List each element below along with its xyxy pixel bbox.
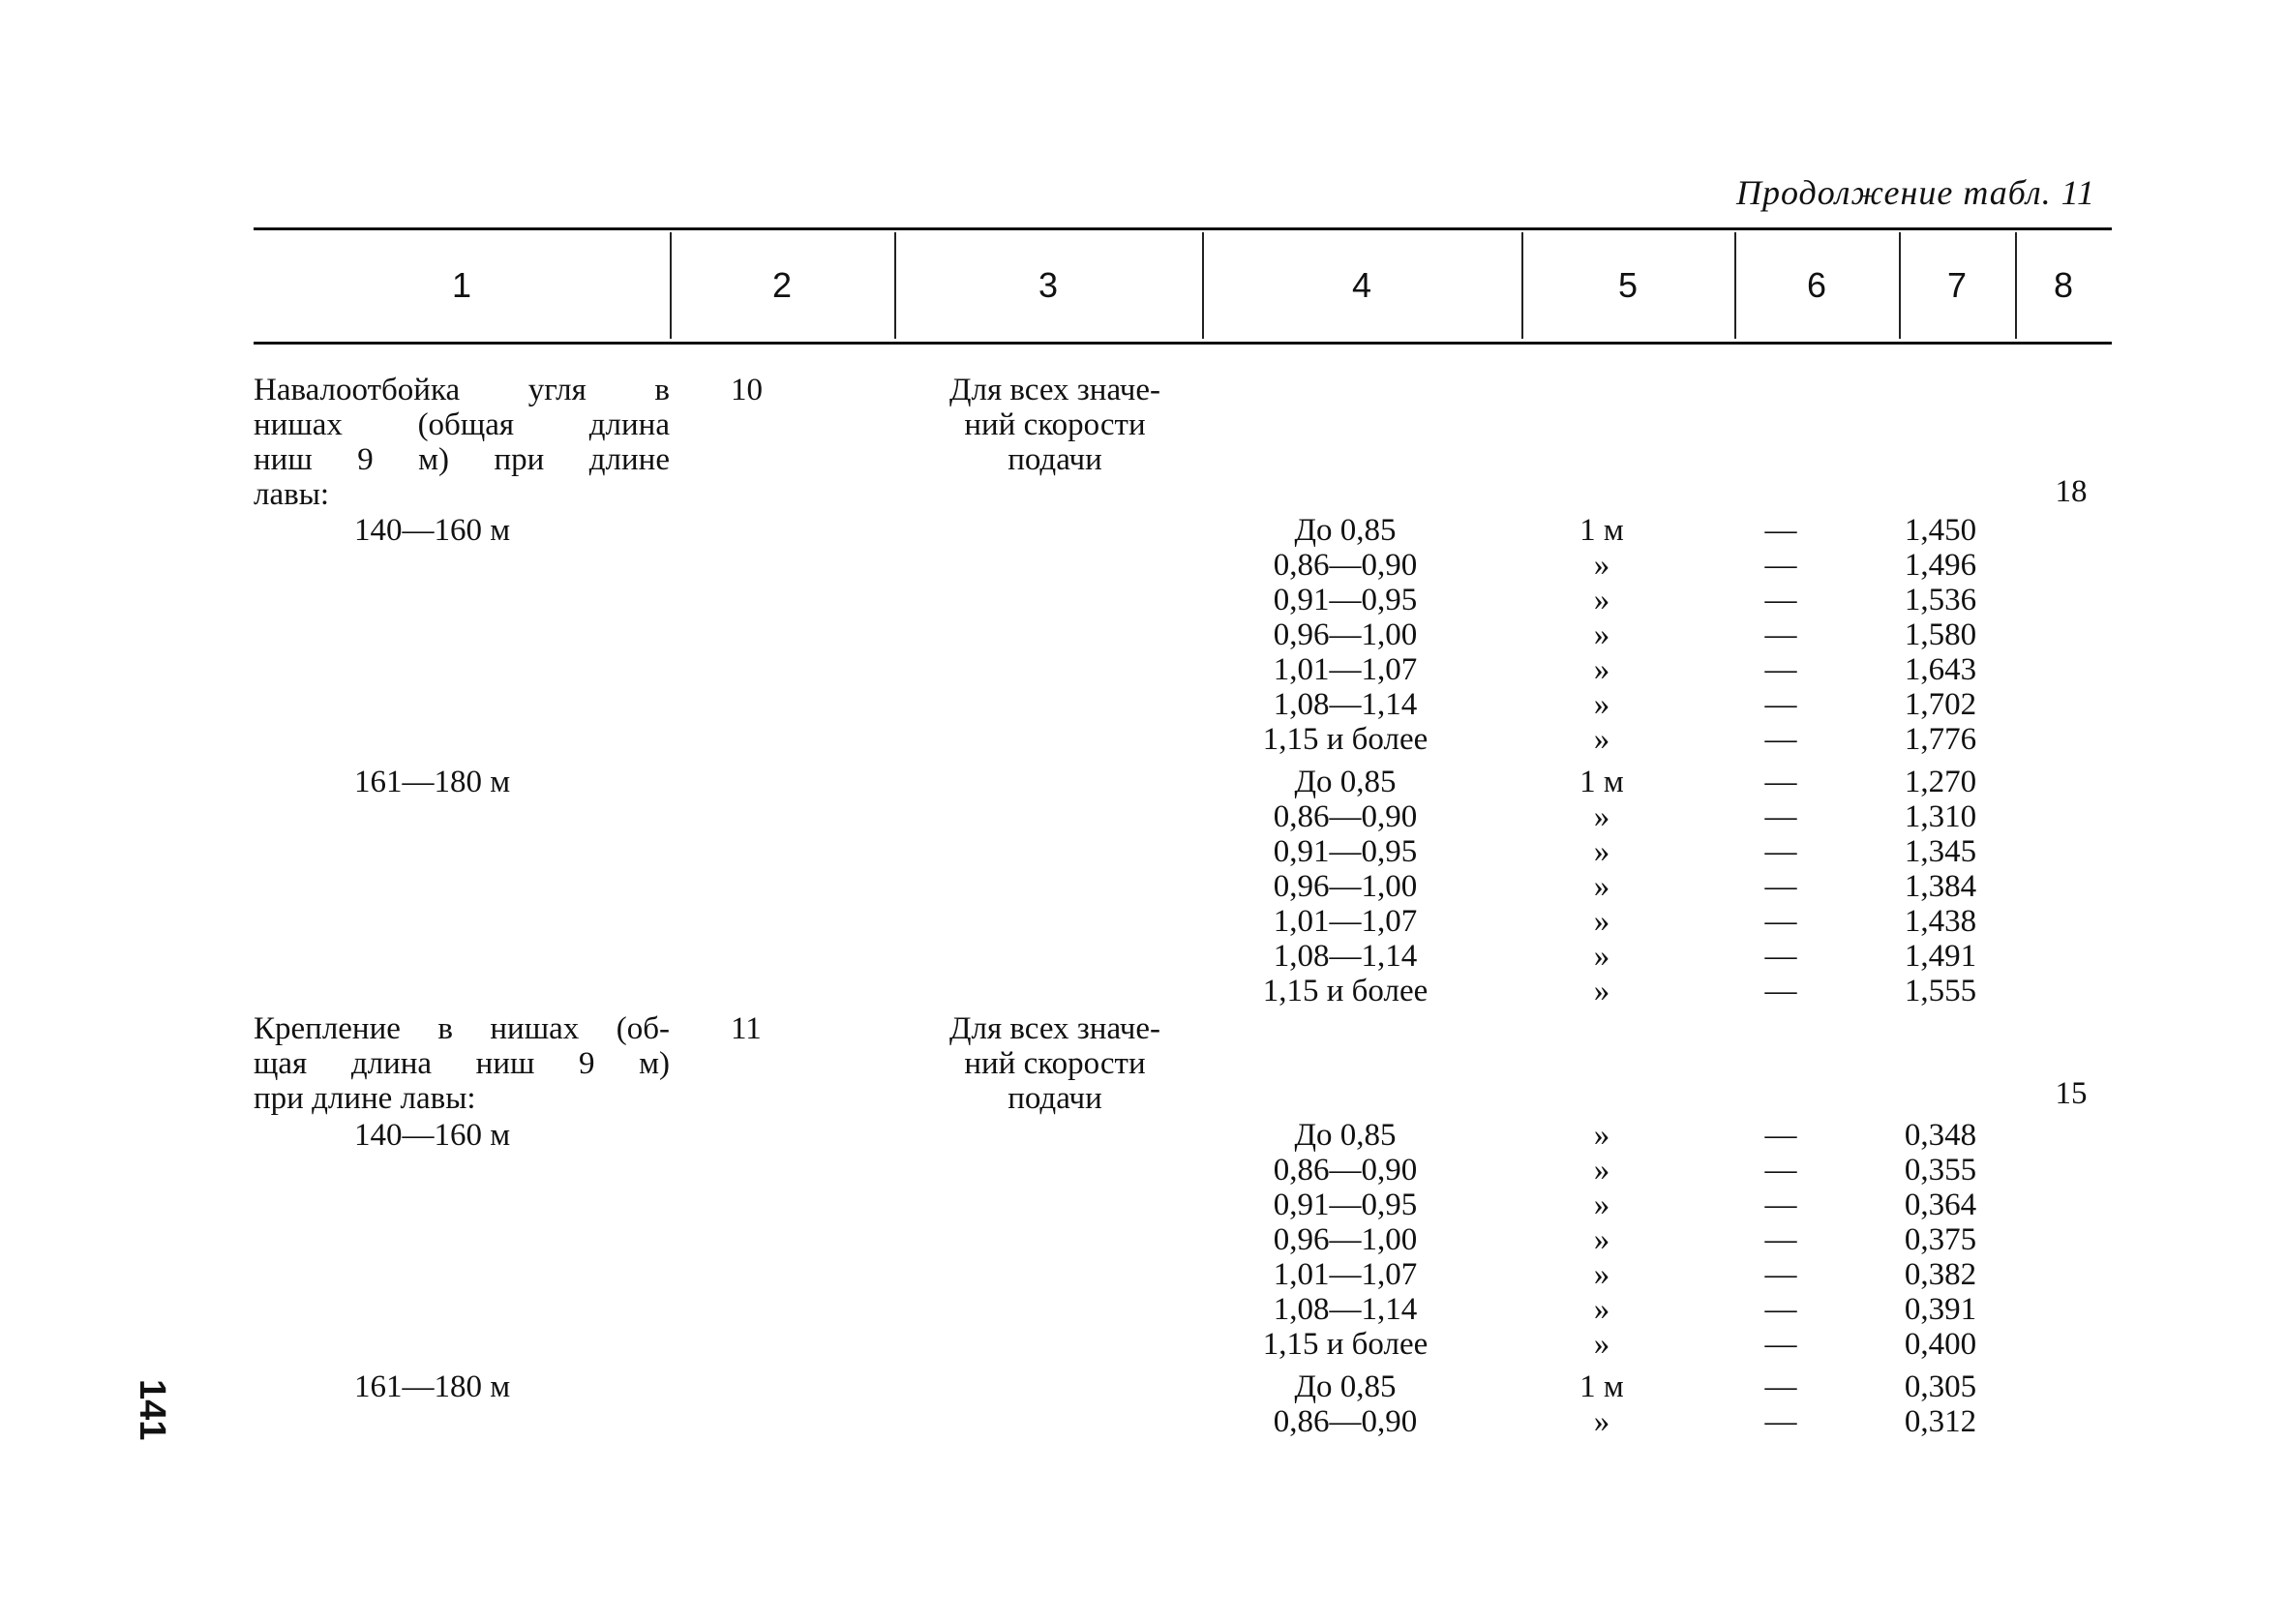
unit-cell: »: [1593, 1292, 1610, 1327]
header-column-divider: [1521, 232, 1523, 339]
norm-value-cell: 1,310: [1904, 799, 1977, 834]
unit-cell: »: [1593, 1188, 1610, 1222]
speed-condition-line: Для всех значе-: [948, 1011, 1161, 1046]
dash-cell: —: [1764, 974, 1797, 1008]
section-number: 11: [731, 1011, 762, 1046]
norm-value-cell: 0,391: [1904, 1292, 1977, 1327]
dash-cell: —: [1764, 799, 1797, 834]
speed-range-cell: 0,86—0,90: [1273, 1404, 1418, 1439]
dash-cell: —: [1764, 583, 1797, 617]
header-cell-8: 8: [2053, 265, 2074, 305]
section-col8-value: 18: [2055, 474, 2088, 509]
norm-value-cell: 1,270: [1904, 765, 1977, 799]
dash-cell: —: [1764, 1257, 1797, 1292]
table-top-rule: [254, 227, 2112, 230]
unit-cell: »: [1593, 722, 1610, 757]
unit-cell: »: [1593, 687, 1610, 722]
speed-range-cell: 1,01—1,07: [1273, 904, 1418, 939]
dash-cell: —: [1764, 904, 1797, 939]
dash-cell: —: [1764, 1188, 1797, 1222]
unit-cell: »: [1593, 1118, 1610, 1153]
unit-cell: »: [1593, 1404, 1610, 1439]
dash-cell: —: [1764, 1153, 1797, 1188]
section-description-line: лавы:: [254, 477, 330, 512]
dash-cell: —: [1764, 869, 1797, 904]
norm-value-cell: 0,355: [1904, 1153, 1977, 1188]
header-cell-3: 3: [1038, 265, 1059, 305]
unit-cell: »: [1593, 617, 1610, 652]
speed-condition-line: подачи: [1008, 442, 1102, 477]
length-range: 161—180 м: [354, 1369, 511, 1404]
speed-range-cell: 0,91—0,95: [1273, 1188, 1418, 1222]
section-description-line: Навалоотбойка угля в: [254, 373, 670, 407]
norm-value-cell: 1,555: [1904, 974, 1977, 1008]
norm-value-cell: 1,536: [1904, 583, 1977, 617]
norm-value-cell: 1,643: [1904, 652, 1977, 687]
speed-range-cell: 1,15 и более: [1262, 1327, 1429, 1362]
header-column-divider: [894, 232, 896, 339]
dash-cell: —: [1764, 1327, 1797, 1362]
speed-range-cell: 0,86—0,90: [1273, 1153, 1418, 1188]
dash-cell: —: [1764, 1404, 1797, 1439]
unit-cell: »: [1593, 1153, 1610, 1188]
table-header-row: [254, 232, 2112, 339]
unit-cell: »: [1593, 834, 1610, 869]
norm-value-cell: 1,776: [1904, 722, 1977, 757]
norm-value-cell: 0,375: [1904, 1222, 1977, 1257]
speed-range-cell: До 0,85: [1294, 765, 1397, 799]
speed-range-cell: До 0,85: [1294, 1118, 1397, 1153]
unit-cell: »: [1593, 799, 1610, 834]
unit-cell: »: [1593, 974, 1610, 1008]
header-cell-6: 6: [1806, 265, 1827, 305]
header-cell-5: 5: [1617, 265, 1639, 305]
unit-cell: »: [1593, 1222, 1610, 1257]
speed-range-cell: 0,96—1,00: [1273, 617, 1418, 652]
table-caption: Продолжение табл. 11: [1735, 173, 2095, 212]
speed-range-cell: 0,86—0,90: [1273, 799, 1418, 834]
section-number: 10: [731, 373, 763, 407]
speed-condition-line: ний скорости: [964, 1046, 1146, 1081]
speed-range-cell: 0,96—1,00: [1273, 869, 1418, 904]
norm-value-cell: 1,384: [1904, 869, 1977, 904]
unit-cell: »: [1593, 939, 1610, 974]
norm-value-cell: 0,364: [1904, 1188, 1977, 1222]
speed-condition-line: подачи: [1008, 1081, 1102, 1116]
unit-cell: »: [1593, 583, 1610, 617]
unit-cell: »: [1593, 869, 1610, 904]
speed-range-cell: До 0,85: [1294, 1369, 1397, 1404]
norm-value-cell: 1,345: [1904, 834, 1977, 869]
dash-cell: —: [1764, 722, 1797, 757]
header-column-divider: [2015, 232, 2017, 339]
length-range: 140—160 м: [354, 1118, 511, 1153]
norm-value-cell: 1,702: [1904, 687, 1977, 722]
speed-condition-line: Для всех значе-: [948, 373, 1161, 407]
speed-range-cell: 1,08—1,14: [1273, 1292, 1418, 1327]
norm-value-cell: 0,348: [1904, 1118, 1977, 1153]
speed-condition-line: ний скорости: [964, 407, 1146, 442]
length-range: 140—160 м: [354, 513, 511, 548]
header-cell-4: 4: [1351, 265, 1372, 305]
norm-value-cell: 0,400: [1904, 1327, 1977, 1362]
section-description-line: Крепление в нишах (об-: [254, 1011, 670, 1046]
dash-cell: —: [1764, 1369, 1797, 1404]
unit-cell: »: [1593, 652, 1610, 687]
unit-cell: 1 м: [1579, 513, 1624, 548]
unit-cell: »: [1593, 548, 1610, 583]
norm-value-cell: 0,312: [1904, 1404, 1977, 1439]
table-header-rule: [254, 342, 2112, 345]
section-description-line: нишах (общая длина: [254, 407, 670, 442]
unit-cell: »: [1593, 1257, 1610, 1292]
section-description-line: ниш 9 м) при длине: [254, 442, 670, 477]
section-description-line: при длине лавы:: [254, 1081, 476, 1116]
header-cell-1: 1: [451, 265, 472, 305]
dash-cell: —: [1764, 765, 1797, 799]
norm-value-cell: 1,580: [1904, 617, 1977, 652]
speed-range-cell: 0,86—0,90: [1273, 548, 1418, 583]
dash-cell: —: [1764, 617, 1797, 652]
dash-cell: —: [1764, 548, 1797, 583]
header-column-divider: [1734, 232, 1736, 339]
norm-value-cell: 0,382: [1904, 1257, 1977, 1292]
speed-range-cell: 1,08—1,14: [1273, 687, 1418, 722]
unit-cell: »: [1593, 904, 1610, 939]
norm-value-cell: 1,491: [1904, 939, 1977, 974]
unit-cell: 1 м: [1579, 1369, 1624, 1404]
unit-cell: 1 м: [1579, 765, 1624, 799]
speed-range-cell: 0,91—0,95: [1273, 583, 1418, 617]
speed-range-cell: 1,15 и более: [1262, 974, 1429, 1008]
norm-value-cell: 1,438: [1904, 904, 1977, 939]
dash-cell: —: [1764, 1222, 1797, 1257]
speed-range-cell: До 0,85: [1294, 513, 1397, 548]
dash-cell: —: [1764, 1292, 1797, 1327]
header-column-divider: [1899, 232, 1901, 339]
page-number: 141: [132, 1379, 172, 1441]
section-description-line: щая длина ниш 9 м): [254, 1046, 670, 1081]
header-cell-7: 7: [1946, 265, 1968, 305]
dash-cell: —: [1764, 939, 1797, 974]
unit-cell: »: [1593, 1327, 1610, 1362]
length-range: 161—180 м: [354, 765, 511, 799]
speed-range-cell: 0,91—0,95: [1273, 834, 1418, 869]
header-column-divider: [670, 232, 672, 339]
dash-cell: —: [1764, 652, 1797, 687]
dash-cell: —: [1764, 1118, 1797, 1153]
norm-value-cell: 0,305: [1904, 1369, 1977, 1404]
speed-range-cell: 1,08—1,14: [1273, 939, 1418, 974]
speed-range-cell: 1,15 и более: [1262, 722, 1429, 757]
section-col8-value: 15: [2055, 1076, 2088, 1111]
header-cell-2: 2: [771, 265, 793, 305]
dash-cell: —: [1764, 687, 1797, 722]
dash-cell: —: [1764, 834, 1797, 869]
norm-value-cell: 1,496: [1904, 548, 1977, 583]
dash-cell: —: [1764, 513, 1797, 548]
speed-range-cell: 1,01—1,07: [1273, 652, 1418, 687]
norm-value-cell: 1,450: [1904, 513, 1977, 548]
header-column-divider: [1202, 232, 1204, 339]
speed-range-cell: 0,96—1,00: [1273, 1222, 1418, 1257]
speed-range-cell: 1,01—1,07: [1273, 1257, 1418, 1292]
